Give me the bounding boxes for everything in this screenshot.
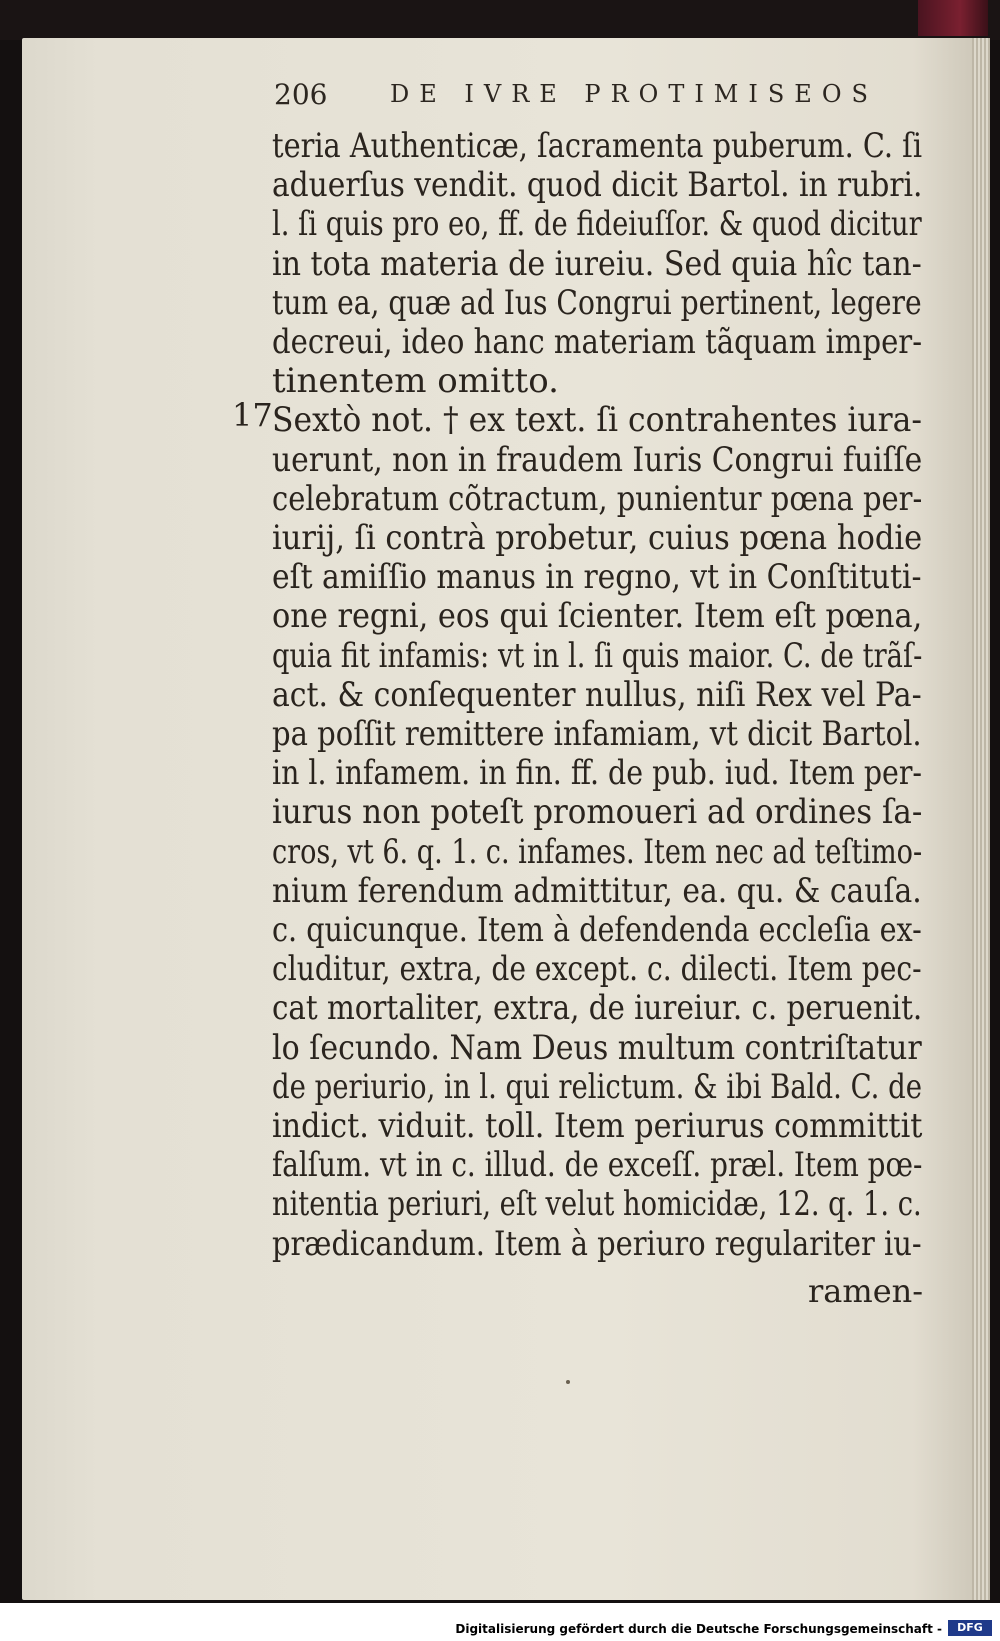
- text-line: decreui, ideo hanc materiam tãquam imper-: [272, 322, 923, 362]
- text-line: prædicandum. Item à periuro regulariter iu-: [272, 1223, 922, 1264]
- text-line: uerunt, non in fraudem Iuris Congrui fuiſſe: [272, 439, 923, 480]
- dfg-logo: DFG: [948, 1620, 992, 1636]
- text-line: one regni, eos qui ſcienter. Item eſt pœna,: [272, 596, 923, 637]
- text-line: lo ſecundo. Nam Deus multum contriſtatur: [272, 1027, 922, 1068]
- text-line: pa poſſit remittere infamiam, vt dicit Bartol.: [272, 714, 922, 754]
- text-line: act. & conſequenter nullus, niſi Rex vel Pa-: [272, 674, 922, 715]
- text-line: cluditur, extra, de except. c. dilecti. Item pec-: [272, 949, 922, 990]
- text-line: cros, vt 6. q. 1. c. infames. Item nec ad teſtimo-: [272, 831, 923, 872]
- text-line: c. quicunque. Item à defendenda eccleſia ex-: [272, 910, 922, 950]
- text-line: de periurio, in l. qui relictum. & ibi Bald. C. de: [272, 1066, 923, 1107]
- text-line: in l. infamem. in fin. ff. de pub. iud. Item per-: [272, 753, 923, 794]
- book-cover-ribbon: [918, 0, 988, 36]
- text-line: tum ea, quæ ad Ius Congrui pertinent, legere: [272, 282, 922, 323]
- text-line: l. ſi quis pro eo, ff. de fideiuſſor. & quod dicitur: [272, 204, 922, 245]
- text-line: celebratum cõtractum, punientur pœna per-: [272, 478, 923, 519]
- text-line: falſum. vt in c. illud. de exceſſ. præl. Item pœ-: [272, 1145, 923, 1186]
- footer-credit: Digitalisierung gefördert durch die Deutsche Forschungsgemeinschaft -: [455, 1622, 942, 1636]
- paper-speck: [566, 1380, 570, 1384]
- margin-number: 17: [232, 396, 273, 434]
- text-line: cat mortaliter, extra, de iureiur. c. peruenit.: [272, 988, 923, 1029]
- text-line: Sextò not. † ex text. ſi contrahentes iura-: [272, 400, 922, 441]
- page-edge: [972, 38, 990, 1600]
- text-line: iurus non poteſt promoueri ad ordines ſa-: [272, 792, 923, 833]
- text-line: iurij, ſi contrà probetur, cuius pœna hodie: [272, 518, 923, 558]
- text-line: teria Authenticæ, ſacramenta puberum. C. ſi: [272, 126, 923, 166]
- running-head: DE IVRE PROTIMISEOS: [390, 80, 878, 108]
- text-line: tinentem omitto.: [272, 361, 559, 402]
- text-line: nitentia periuri, eſt velut homicidæ, 12. q. 1. c.: [272, 1184, 922, 1225]
- text-line: aduerſus vendit. quod dicit Bartol. in rubri.: [272, 165, 923, 206]
- catchword: ramen-: [808, 1272, 924, 1310]
- page-number: 206: [274, 78, 328, 111]
- text-line: in tota materia de iureiu. Sed quia hîc tan-: [272, 243, 922, 284]
- text-line: nium ferendum admittitur, ea. qu. & cauſa.: [272, 870, 922, 911]
- book-cover-top: [0, 0, 1000, 40]
- text-line: indict. viduit. toll. Item periurus committit: [272, 1106, 923, 1146]
- text-line: quia fit infamis: vt in l. ſi quis maior. C. de trãſ-: [272, 635, 923, 676]
- text-line: eſt amiſſio manus in regno, vt in Conſtituti-: [272, 557, 922, 598]
